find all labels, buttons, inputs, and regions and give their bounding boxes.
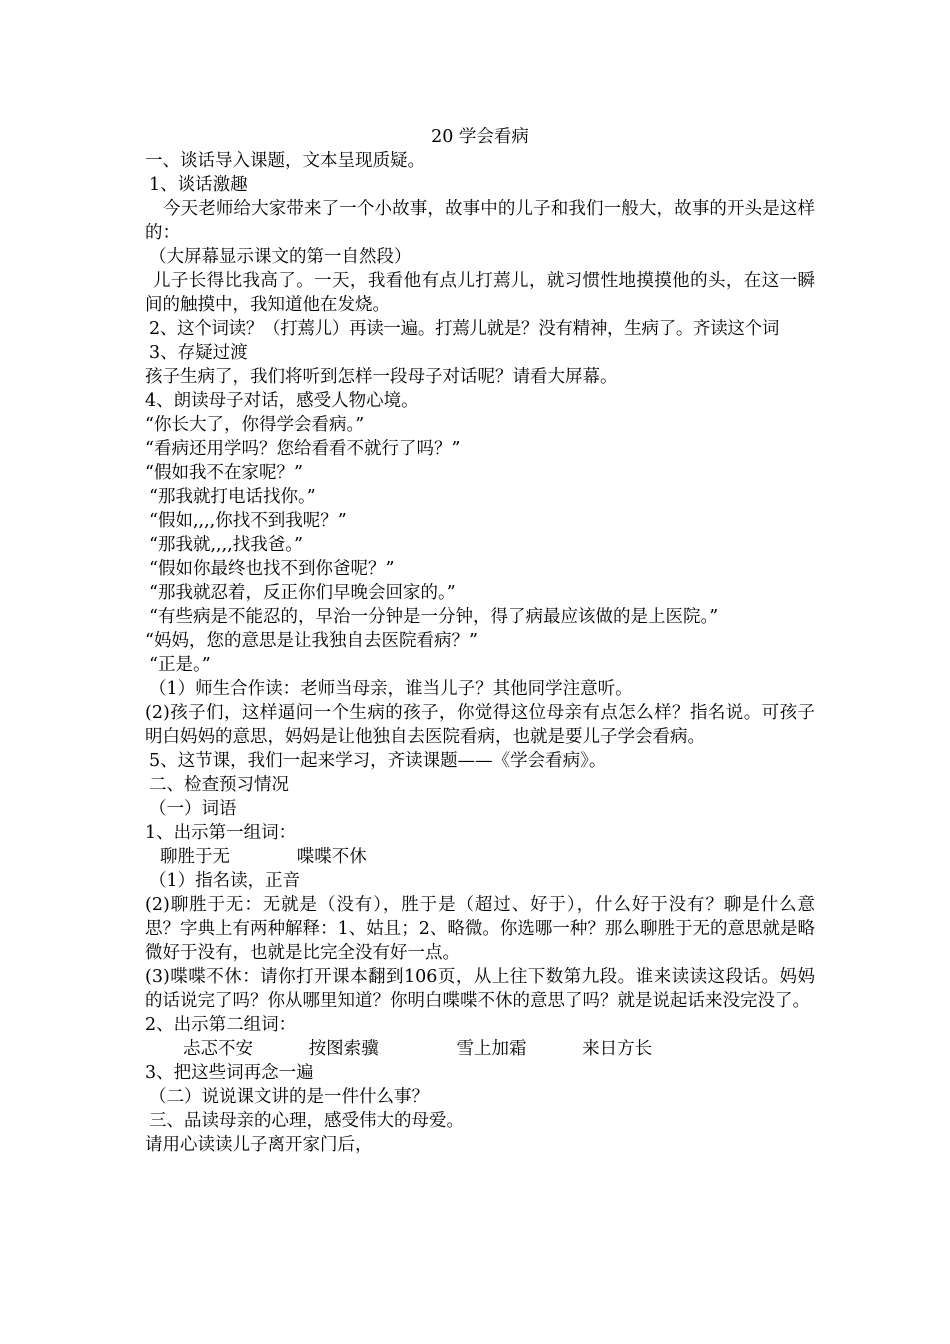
dialogue-line: “正是。” bbox=[149, 655, 211, 675]
dialogue-line: “假如,,,,你找不到我呢？” bbox=[149, 511, 347, 531]
dialogue-line: “那我就,,,,找我爸。” bbox=[149, 535, 303, 555]
paragraph: (2)孩子们，这样逼问一个生病的孩子，你觉得这位母亲有点怎么样？指名说。可孩子明白妈妈的意思，妈妈是让他独自去医院看病，也就是要儿子学会看病。 bbox=[145, 703, 815, 747]
page-title: 20 学会看病 bbox=[431, 127, 529, 147]
step-heading: 3、把这些词再念一遍 bbox=[145, 1063, 314, 1083]
dialogue-line: “有些病是不能忍的，早治一分钟是一分钟，得了病最应该做的是上医院。” bbox=[149, 607, 719, 627]
step-heading: 4、朗读母子对话，感受人物心境。 bbox=[145, 391, 419, 411]
section-heading-1: 一、谈话导入课题，文本呈现质疑。 bbox=[145, 151, 425, 171]
text-line: 请用心读读儿子离开家门后， bbox=[145, 1135, 373, 1155]
dialogue-line: “你长大了，你得学会看病。” bbox=[145, 415, 365, 435]
word-group-1: 聊胜于无 喋喋不休 bbox=[160, 847, 367, 867]
dialogue-line: “看病还用学吗？您给看看不就行了吗？” bbox=[145, 439, 461, 459]
paragraph: (2)聊胜于无：无就是（没有），胜于是（超过、好于），什么好于没有？聊是什么意思？字典上有两种解释：1、姑且；2、略微。你选哪一种？那么聊胜于无的意思就是略微好于没有，也就是比完全没有好一点。 bbox=[145, 895, 815, 963]
section-heading-3: 三、品读母亲的心理，感受伟大的母爱。 bbox=[149, 1111, 464, 1131]
note-line: （大屏幕显示课文的第一自然段） bbox=[149, 247, 412, 267]
sub-step: （1）师生合作读：老师当母亲，谁当儿子？其他同学注意听。 bbox=[149, 679, 633, 699]
step-heading: 2、出示第二组词： bbox=[145, 1015, 297, 1035]
step-heading: 2、这个词读？（打蔫儿）再读一遍。打蔫儿就是？没有精神，生病了。齐读这个词 bbox=[149, 319, 780, 339]
paragraph: 今天老师给大家带来了一个小故事，故事中的儿子和我们一般大，故事的开头是这样的： bbox=[145, 199, 815, 243]
dialogue-line: “妈妈，您的意思是让我独自去医院看病？” bbox=[145, 631, 478, 651]
sub-heading: （二）说说课文讲的是一件什么事？ bbox=[149, 1087, 429, 1107]
text-line: 孩子生病了，我们将听到怎样一段母子对话呢？请看大屏幕。 bbox=[145, 367, 618, 387]
step-heading: 1、谈话激趣 bbox=[149, 175, 248, 195]
step-heading: 3、存疑过渡 bbox=[149, 343, 248, 363]
dialogue-line: “假如我不在家呢？” bbox=[145, 463, 303, 483]
document-body bbox=[145, 125, 815, 1157]
sub-heading: （一）词语 bbox=[149, 799, 237, 819]
section-heading-2: 二、检查预习情况 bbox=[149, 775, 289, 795]
dialogue-line: “那我就忍着，反正你们早晚会回家的。” bbox=[149, 583, 456, 603]
step-heading: 1、出示第一组词： bbox=[145, 823, 297, 843]
step-heading: 5、这节课，我们一起来学习，齐读课题——《学会看病》。 bbox=[149, 751, 607, 771]
quoted-paragraph: 儿子长得比我高了。一天，我看他有点儿打蔫儿，就习惯性地摸摸他的头，在这一瞬间的触摸中，我知道他在发烧。 bbox=[145, 271, 815, 315]
dialogue-line: “那我就打电话找你。” bbox=[149, 487, 316, 507]
sub-step: （1）指名读，正音 bbox=[149, 871, 301, 891]
word-group-2: 忐忑不安 按图索骥 雪上加霜 来日方长 bbox=[183, 1039, 653, 1059]
dialogue-line: “假如你最终也找不到你爸呢？” bbox=[149, 559, 395, 579]
paragraph: (3)喋喋不休：请你打开课本翻到106页，从上往下数第九段。谁来读读这段话。妈妈的话说完了吗？你从哪里知道？你明白喋喋不休的意思了吗？就是说起话来没完没了。 bbox=[145, 967, 815, 1011]
